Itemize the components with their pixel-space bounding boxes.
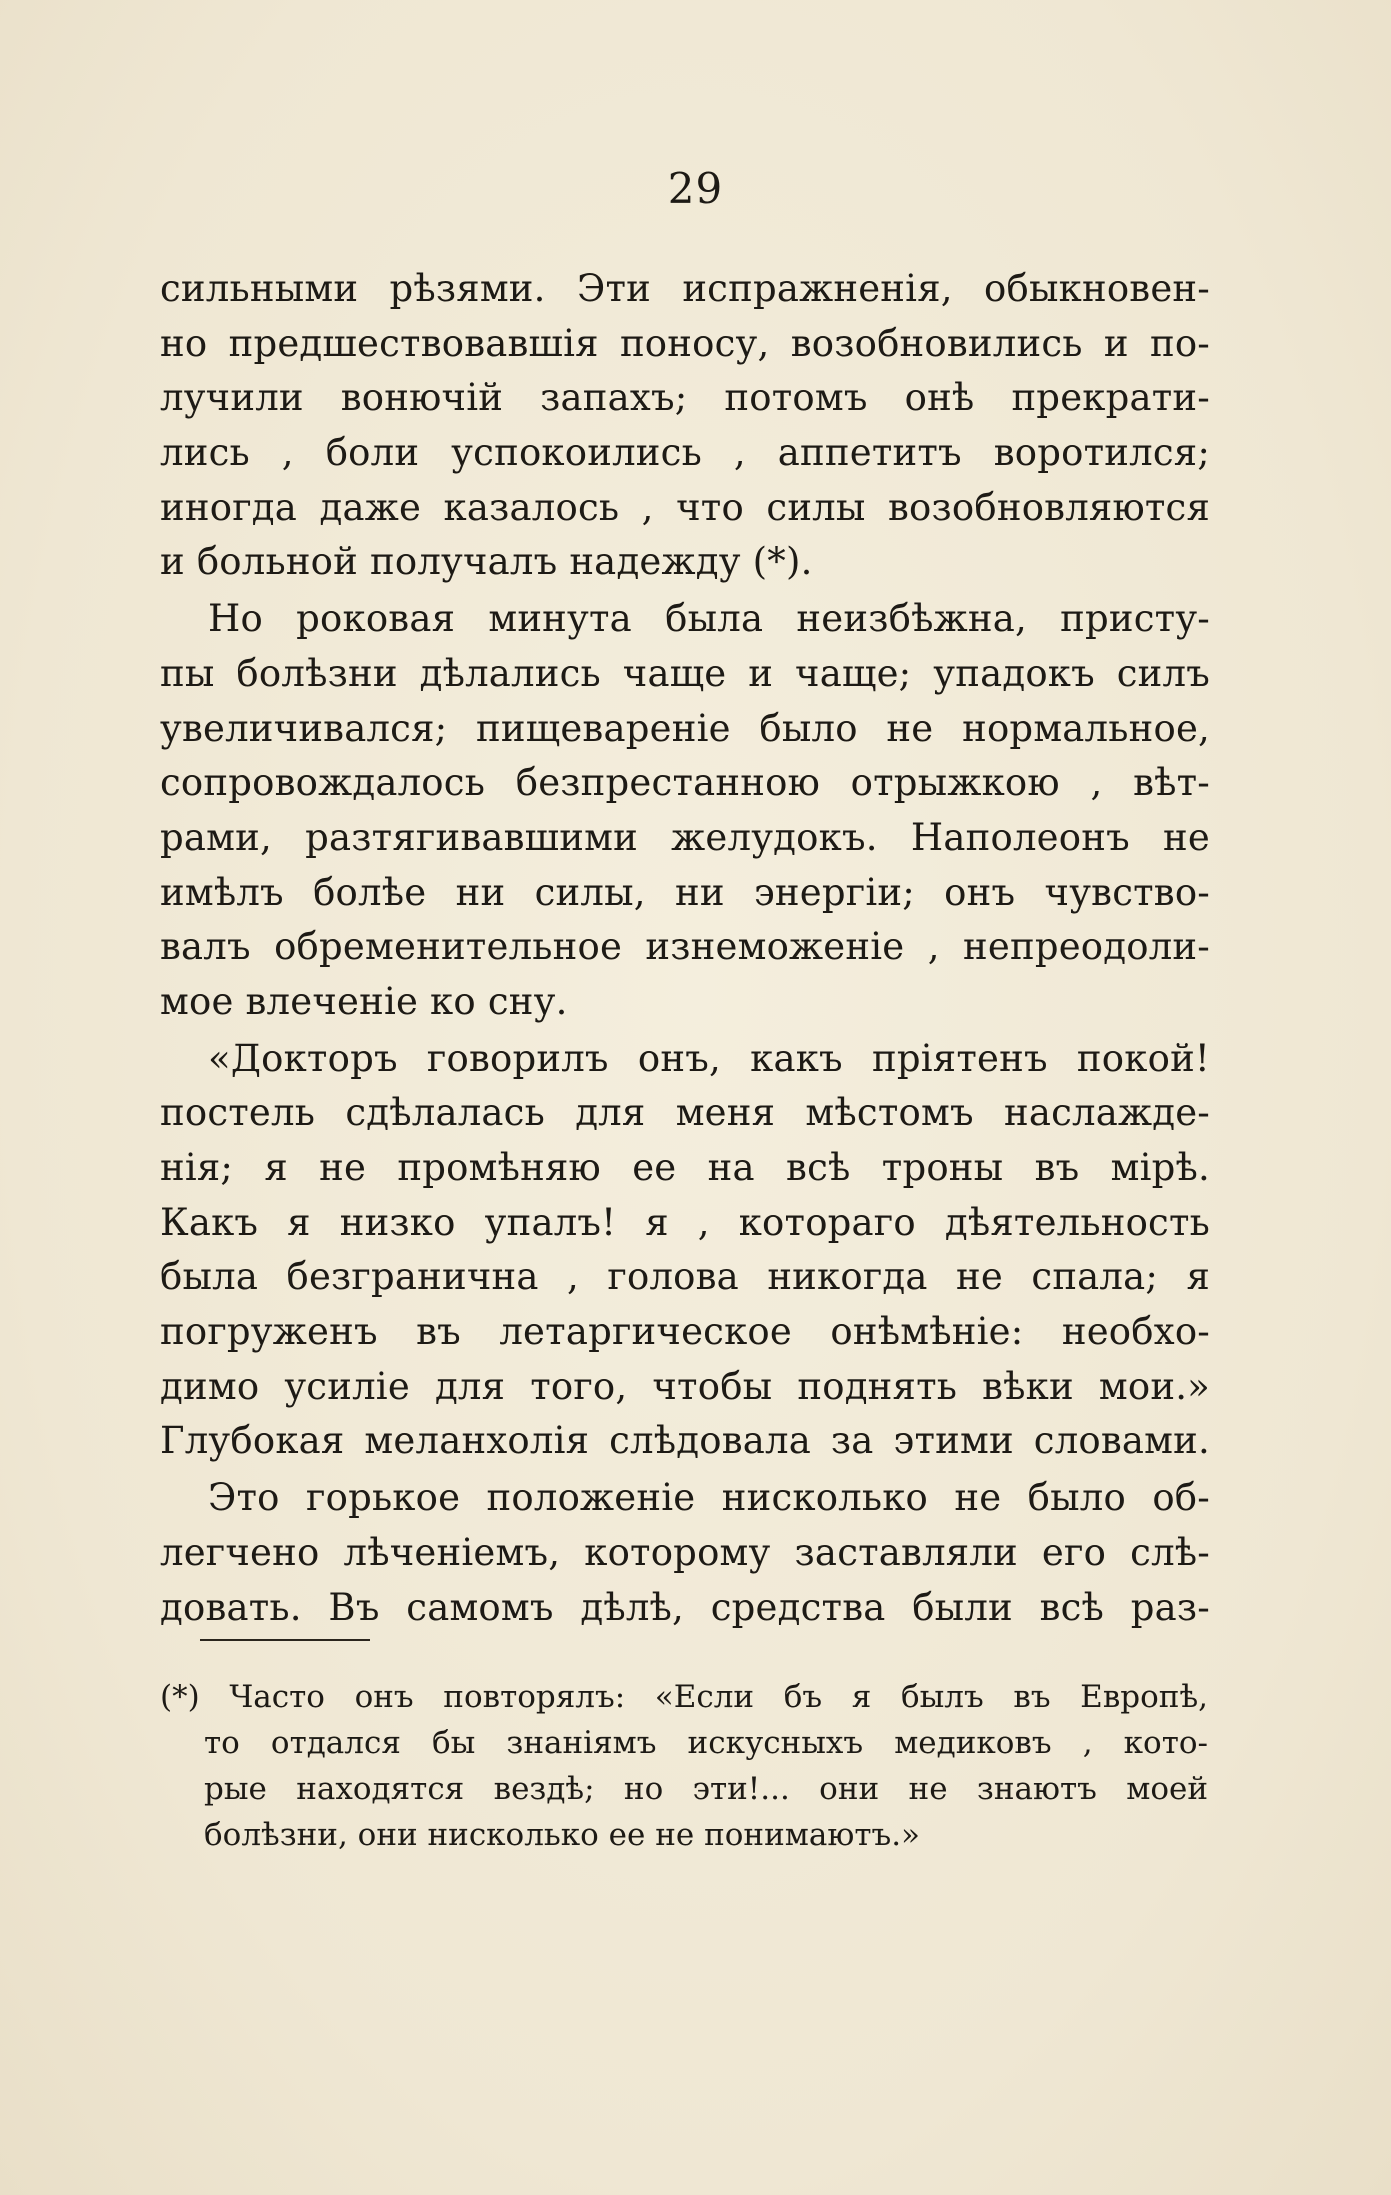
paragraph-4 xyxy=(160,1471,1210,1635)
text-line: легчено лѣченіемъ, которому заставляли его слѣ- xyxy=(160,1530,1210,1574)
text-line: лись , боли успокоились , аппетитъ воротился; xyxy=(160,431,1210,475)
text-line: димо усиліе для того, чтобы поднять вѣки мои.» xyxy=(160,1364,1210,1408)
text-line: иногда даже казалось , что силы возобновляются xyxy=(160,485,1210,529)
text-line: лучили вонючій запахъ; потомъ онѣ прекрати- xyxy=(160,376,1210,420)
footnote-line: рые находятся вездѣ; но эти!... они не знаютъ моей xyxy=(204,1771,1208,1807)
paragraph-3 xyxy=(160,1032,1210,1470)
text-line: Какъ я низко упалъ! я , котораго дѣятельность xyxy=(160,1200,1210,1244)
footnote-line: то отдался бы знаніямъ искусныхъ медиковъ , кото- xyxy=(204,1725,1208,1761)
paragraph-1 xyxy=(160,262,1210,590)
footnote xyxy=(160,1674,1208,1858)
text-line: рами, разтягивавшими желудокъ. Наполеонъ не xyxy=(160,815,1210,859)
text-line: но предшествовавшія поносу, возобновились и по- xyxy=(160,321,1210,365)
page-number: 29 xyxy=(667,164,724,213)
paragraph-2 xyxy=(160,592,1210,1030)
text-line: мое влеченіе ко сну. xyxy=(160,979,568,1023)
text-line: и больной получалъ надежду (*). xyxy=(160,540,813,584)
text-line: Но роковая минута была неизбѣжна, присту- xyxy=(208,597,1210,641)
text-line: погруженъ въ летаргическое онѣмѣніе: необхо- xyxy=(160,1310,1210,1354)
footnote-divider xyxy=(200,1639,370,1641)
body-text xyxy=(160,262,1210,1635)
text-line: «Докторъ говорилъ онъ, какъ пріятенъ покой! xyxy=(208,1036,1210,1080)
footnote-line: (*) Часто онъ повторялъ: «Если бъ я былъ въ Европѣ, xyxy=(160,1679,1208,1715)
text-line: постель сдѣлалась для меня мѣстомъ наслажде- xyxy=(160,1091,1210,1135)
text-line: сильными рѣзями. Эти испражненія, обыкновен- xyxy=(160,267,1210,310)
text-line: имѣлъ болѣе ни силы, ни энергіи; онъ чувство- xyxy=(160,870,1210,914)
text-line: валъ обременительное изнеможеніе , непреодоли- xyxy=(160,925,1210,969)
text-line: сопровождалось безпрестанною отрыжкою , вѣт- xyxy=(160,761,1210,805)
text-line: пы болѣзни дѣлались чаще и чаще; упадокъ силъ xyxy=(160,651,1210,695)
text-line: нія; я не промѣняю ее на всѣ троны въ мірѣ. xyxy=(160,1146,1210,1189)
text-line: Глубокая меланхолія слѣдовала за этими словами. xyxy=(160,1419,1210,1463)
footnote-line: болѣзни, они нисколько ее не понимаютъ.» xyxy=(204,1817,921,1853)
text-line: Это горькое положеніе нисколько не было об- xyxy=(208,1476,1210,1520)
text-line: была безгранична , голова никогда не спала; я xyxy=(160,1255,1210,1299)
text-line: увеличивался; пищевареніе было не нормальное, xyxy=(160,706,1210,750)
text-line: довать. Въ самомъ дѣлѣ, средства были всѣ раз- xyxy=(160,1585,1210,1629)
